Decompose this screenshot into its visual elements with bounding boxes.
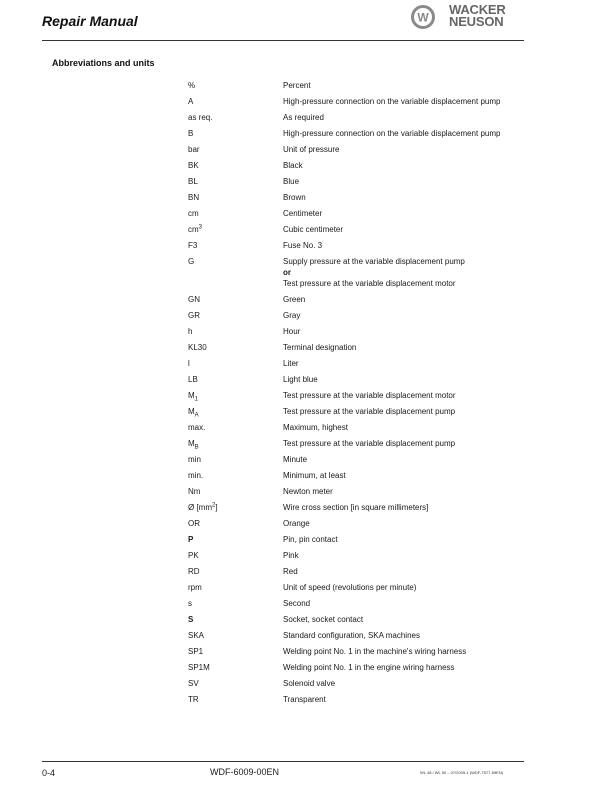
abbreviation xyxy=(188,678,283,689)
abbreviation xyxy=(188,80,283,91)
header-divider xyxy=(42,40,524,41)
description xyxy=(283,486,513,497)
abbreviation xyxy=(188,374,283,385)
abbreviation-text: GR xyxy=(188,311,200,320)
table-row xyxy=(188,534,518,545)
abbreviation-text: KL30 xyxy=(188,343,207,352)
description xyxy=(283,646,513,657)
abbreviation xyxy=(188,422,283,433)
description xyxy=(283,694,513,705)
abbreviation xyxy=(188,256,283,289)
description-text: Test pressure at the variable displacement pump xyxy=(283,407,456,416)
abbreviation xyxy=(188,550,283,561)
abbreviation-text: l xyxy=(188,359,190,368)
description-text: Pin, pin contact xyxy=(283,535,338,544)
table-row xyxy=(188,438,518,449)
abbreviation xyxy=(188,176,283,187)
logo-line-2: NEUSON xyxy=(449,14,504,29)
logo-wordmark xyxy=(449,4,506,28)
abbreviation xyxy=(188,144,283,155)
document-reference: WL 48 / WL 50 – 07/2009-1 (WDF-7577-59EN) xyxy=(420,770,504,775)
abbreviation-text: SKA xyxy=(188,631,205,640)
description-text: High-pressure connection on the variable displacement pump xyxy=(283,129,501,138)
description-or: or xyxy=(283,268,291,277)
description-text: Welding point No. 1 in the machine's wiring harness xyxy=(283,647,467,656)
table-row xyxy=(188,310,518,321)
abbreviation xyxy=(188,128,283,139)
table-row xyxy=(188,176,518,187)
abbreviation xyxy=(188,470,283,481)
abbreviation-text: GN xyxy=(188,295,200,304)
abbreviation-tail: ] xyxy=(215,503,218,512)
description xyxy=(283,128,513,139)
description-text: Transparent xyxy=(283,695,326,704)
table-row xyxy=(188,224,518,235)
table-row xyxy=(188,614,518,625)
abbreviation-subscript: A xyxy=(194,412,199,419)
abbreviation-text: h xyxy=(188,327,193,336)
description xyxy=(283,160,513,171)
description xyxy=(283,566,513,577)
description xyxy=(283,224,513,235)
abbreviation-text: F3 xyxy=(188,241,198,250)
abbreviation-superscript: 3 xyxy=(198,224,203,231)
abbreviation xyxy=(188,598,283,609)
description xyxy=(283,192,513,203)
description xyxy=(283,144,513,155)
description-text: Minute xyxy=(283,455,308,464)
abbreviation-text: LB xyxy=(188,375,198,384)
description xyxy=(283,390,513,401)
abbreviation-text: TR xyxy=(188,695,199,704)
abbreviation xyxy=(188,646,283,657)
description-text: Black xyxy=(283,161,303,170)
description-text: Green xyxy=(283,295,306,304)
document-number: WDF-6009-00EN xyxy=(210,767,280,777)
description xyxy=(283,240,513,251)
abbreviation-text: % xyxy=(188,81,196,90)
abbreviation-text: B xyxy=(188,129,194,138)
table-row xyxy=(188,96,518,107)
abbreviation-text: RD xyxy=(188,567,200,576)
abbreviation-text: SV xyxy=(188,679,199,688)
abbreviation xyxy=(188,486,283,497)
table-row xyxy=(188,422,518,433)
description-text: Gray xyxy=(283,311,301,320)
abbreviation xyxy=(188,438,283,449)
abbreviation xyxy=(188,224,283,235)
abbreviation xyxy=(188,694,283,705)
table-row xyxy=(188,646,518,657)
description xyxy=(283,470,513,481)
description xyxy=(283,598,513,609)
table-row xyxy=(188,128,518,139)
table-row xyxy=(188,502,518,513)
table-row xyxy=(188,192,518,203)
description xyxy=(283,256,513,289)
table-row xyxy=(188,518,518,529)
description-text: Wire cross section [in square millimeters] xyxy=(283,503,429,512)
description-text: Light blue xyxy=(283,375,318,384)
description xyxy=(283,326,513,337)
description-text: Hour xyxy=(283,327,301,336)
description-text: Cubic centimeter xyxy=(283,225,344,234)
table-row xyxy=(188,406,518,417)
abbreviations-table xyxy=(188,80,518,710)
description xyxy=(283,96,513,107)
abbreviation xyxy=(188,96,283,107)
abbreviation xyxy=(188,566,283,577)
description xyxy=(283,518,513,529)
wacker-neuson-logo xyxy=(409,4,531,30)
table-row xyxy=(188,358,518,369)
abbreviation-subscript: 1 xyxy=(194,396,199,403)
description-text: Liter xyxy=(283,359,299,368)
table-row xyxy=(188,486,518,497)
logo-line-1: WACKER xyxy=(449,2,506,17)
abbreviation xyxy=(188,160,283,171)
abbreviation-text: M xyxy=(188,439,195,448)
abbreviation xyxy=(188,112,283,123)
table-row xyxy=(188,256,518,289)
abbreviation-text: Nm xyxy=(188,487,201,496)
abbreviation-text: P xyxy=(188,535,194,544)
description-text: Socket, socket contact xyxy=(283,615,364,624)
description-text: Minimum, at least xyxy=(283,471,346,480)
table-row xyxy=(188,630,518,641)
description xyxy=(283,454,513,465)
description-text: Brown xyxy=(283,193,306,202)
abbreviation-text: rpm xyxy=(188,583,202,592)
description-text: Supply pressure at the variable displacement pump xyxy=(283,257,465,266)
abbreviation-text: cm xyxy=(188,225,199,234)
table-row xyxy=(188,112,518,123)
description-text: Percent xyxy=(283,81,311,90)
table-row xyxy=(188,326,518,337)
abbreviation xyxy=(188,310,283,321)
abbreviation-text: min xyxy=(188,455,201,464)
description-text: Terminal designation xyxy=(283,343,357,352)
description-text: Second xyxy=(283,599,311,608)
description-text: Orange xyxy=(283,519,310,528)
description-text: Solenoid valve xyxy=(283,679,336,688)
table-row xyxy=(188,566,518,577)
description xyxy=(283,534,513,545)
description xyxy=(283,678,513,689)
description-text: High-pressure connection on the variable displacement pump xyxy=(283,97,501,106)
table-row xyxy=(188,208,518,219)
table-row xyxy=(188,342,518,353)
abbreviation-text: max. xyxy=(188,423,206,432)
abbreviation-text: M xyxy=(188,407,195,416)
abbreviation xyxy=(188,662,283,673)
table-row xyxy=(188,550,518,561)
description-alt-text: Test pressure at the variable displacement motor xyxy=(283,279,456,288)
abbreviation-text: Ø [mm xyxy=(188,503,212,512)
table-row xyxy=(188,144,518,155)
page-number: 0-4 xyxy=(42,768,56,778)
abbreviation-text: PK xyxy=(188,551,199,560)
description xyxy=(283,176,513,187)
description xyxy=(283,342,513,353)
table-row xyxy=(188,80,518,91)
abbreviation-superscript: 2 xyxy=(212,502,216,509)
table-row xyxy=(188,582,518,593)
description xyxy=(283,422,513,433)
table-row xyxy=(188,598,518,609)
table-row xyxy=(188,662,518,673)
description xyxy=(283,582,513,593)
abbreviation-text: S xyxy=(188,615,194,624)
description xyxy=(283,358,513,369)
description-text: Unit of pressure xyxy=(283,145,340,154)
description xyxy=(283,438,513,449)
footer-divider xyxy=(42,761,524,762)
description-text: Standard configuration, SKA machines xyxy=(283,631,420,640)
table-row xyxy=(188,160,518,171)
abbreviation xyxy=(188,502,283,513)
description-text: Maximum, highest xyxy=(283,423,348,432)
manual-title: Repair Manual xyxy=(42,13,138,29)
description-text: Welding point No. 1 in the engine wiring harness xyxy=(283,663,455,672)
abbreviation xyxy=(188,294,283,305)
description-text: Fuse No. 3 xyxy=(283,241,323,250)
abbreviation xyxy=(188,454,283,465)
table-row xyxy=(188,678,518,689)
abbreviation xyxy=(188,326,283,337)
description-text: Blue xyxy=(283,177,300,186)
logo-letter: W xyxy=(417,10,429,25)
description-text: Newton meter xyxy=(283,487,333,496)
abbreviation xyxy=(188,534,283,545)
description xyxy=(283,406,513,417)
table-row xyxy=(188,390,518,401)
abbreviation-text: BN xyxy=(188,193,200,202)
abbreviation-text: OR xyxy=(188,519,200,528)
table-row xyxy=(188,374,518,385)
logo-emblem-icon xyxy=(409,4,437,30)
description-text: Pink xyxy=(283,551,299,560)
table-row xyxy=(188,470,518,481)
abbreviation xyxy=(188,192,283,203)
table-row xyxy=(188,694,518,705)
abbreviation-text: G xyxy=(188,257,195,266)
description xyxy=(283,112,513,123)
abbreviation-text: bar xyxy=(188,145,200,154)
table-row xyxy=(188,294,518,305)
description xyxy=(283,630,513,641)
abbreviation-text: SP1 xyxy=(188,647,204,656)
description xyxy=(283,80,513,91)
abbreviation xyxy=(188,390,283,401)
description xyxy=(283,502,513,513)
abbreviation xyxy=(188,630,283,641)
description xyxy=(283,310,513,321)
description xyxy=(283,374,513,385)
abbreviation xyxy=(188,208,283,219)
abbreviation xyxy=(188,358,283,369)
description xyxy=(283,294,513,305)
description xyxy=(283,208,513,219)
description-text: As required xyxy=(283,113,324,122)
abbreviation xyxy=(188,342,283,353)
description xyxy=(283,614,513,625)
description-text: Red xyxy=(283,567,298,576)
abbreviation-text: BL xyxy=(188,177,198,186)
description xyxy=(283,662,513,673)
description-text: Centimeter xyxy=(283,209,323,218)
abbreviation-text: as req. xyxy=(188,113,213,122)
description xyxy=(283,550,513,561)
abbreviation-text: M xyxy=(188,391,195,400)
abbreviation xyxy=(188,240,283,251)
abbreviation-text: cm xyxy=(188,209,199,218)
abbreviation xyxy=(188,518,283,529)
section-title: Abbreviations and units xyxy=(52,58,155,68)
abbreviation-text: SP1M xyxy=(188,663,210,672)
abbreviation-subscript: B xyxy=(194,444,199,451)
abbreviation xyxy=(188,406,283,417)
abbreviation-text: s xyxy=(188,599,192,608)
description-text: Unit of speed (revolutions per minute) xyxy=(283,583,417,592)
abbreviation-text: A xyxy=(188,97,194,106)
description-text: Test pressure at the variable displacement pump xyxy=(283,439,456,448)
table-row xyxy=(188,454,518,465)
abbreviation xyxy=(188,614,283,625)
abbreviation-text: BK xyxy=(188,161,199,170)
description-text: Test pressure at the variable displacement motor xyxy=(283,391,456,400)
abbreviation-text: min. xyxy=(188,471,204,480)
table-row xyxy=(188,240,518,251)
abbreviation xyxy=(188,582,283,593)
